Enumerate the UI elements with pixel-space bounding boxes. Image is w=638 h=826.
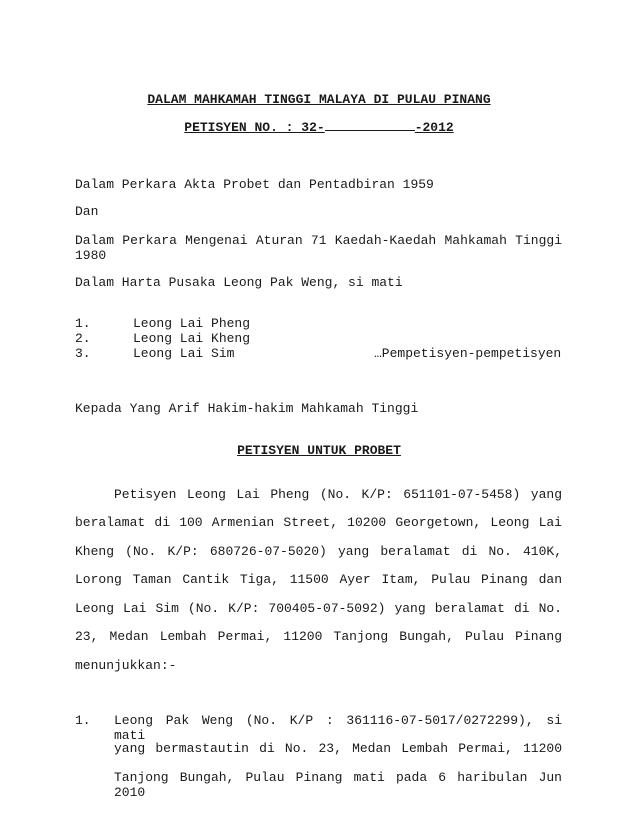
petitioner-number: 2. [75, 331, 91, 346]
section-title: PETISYEN UNTUK PROBET [237, 443, 401, 458]
petitioner-name: Leong Lai Kheng [133, 331, 251, 346]
petitioner-name: Leong Lai Sim [133, 346, 235, 361]
body-line: Leong Lai Sim (No. K/P: 700405-07-5092) yang beralamat di No. [75, 601, 562, 616]
petitioner-number: 3. [75, 346, 91, 361]
item-number: 1. [75, 713, 91, 728]
body-line: 23, Medan Lembah Permai, 11200 Tanjong Bungah, Pulau Pinang [75, 629, 562, 644]
petitioner-number: 1. [75, 316, 91, 331]
petitioners-role: …Pempetisyen-pempetisyen [374, 346, 562, 361]
petition-number [0, 119, 638, 135]
petition-number-prefix: PETISYEN NO. : 32- [184, 120, 325, 135]
body-line: Petisyen Leong Lai Pheng (No. K/P: 651101-07-5458) yang [114, 487, 562, 502]
matter-rule-line1: Dalam Perkara Mengenai Aturan 71 Kaedah-Kaedah Mahkamah Tinggi [75, 233, 562, 248]
petition-number-blank [325, 119, 415, 131]
matter-rule-line2: 1980 [75, 248, 107, 263]
body-line: Lorong Taman Cantik Tiga, 11500 Ayer Itam, Pulau Pinang dan [75, 572, 562, 587]
petitioner-name: Leong Lai Pheng [133, 316, 251, 331]
body-line: Kheng (No. K/P: 680726-07-5020) yang beralamat di No. 410K, [75, 544, 562, 559]
court-heading: DALAM MAHKAMAH TINGGI MALAYA DI PULAU PINANG [147, 92, 491, 107]
addressee: Kepada Yang Arif Hakim-hakim Mahkamah Tinggi [75, 401, 419, 416]
matter-estate: Dalam Harta Pusaka Leong Pak Weng, si mati [75, 275, 403, 290]
body-line: menunjukkan:- [75, 658, 177, 673]
item-line: Tanjong Bungah, Pulau Pinang mati pada 6 haribulan Jun 2010 [114, 770, 562, 800]
item-line: Leong Pak Weng (No. K/P : 361116-07-5017/0272299), si mati [114, 713, 562, 743]
item-line: yang bermastautin di No. 23, Medan Lembah Permai, 11200 [114, 741, 562, 756]
body-line: beralamat di 100 Armenian Street, 10200 Georgetown, Leong Lai [75, 515, 562, 530]
matter-act: Dalam Perkara Akta Probet dan Pentadbiran 1959 [75, 177, 434, 192]
petition-number-suffix: -2012 [414, 120, 454, 135]
matter-and: Dan [75, 204, 99, 219]
